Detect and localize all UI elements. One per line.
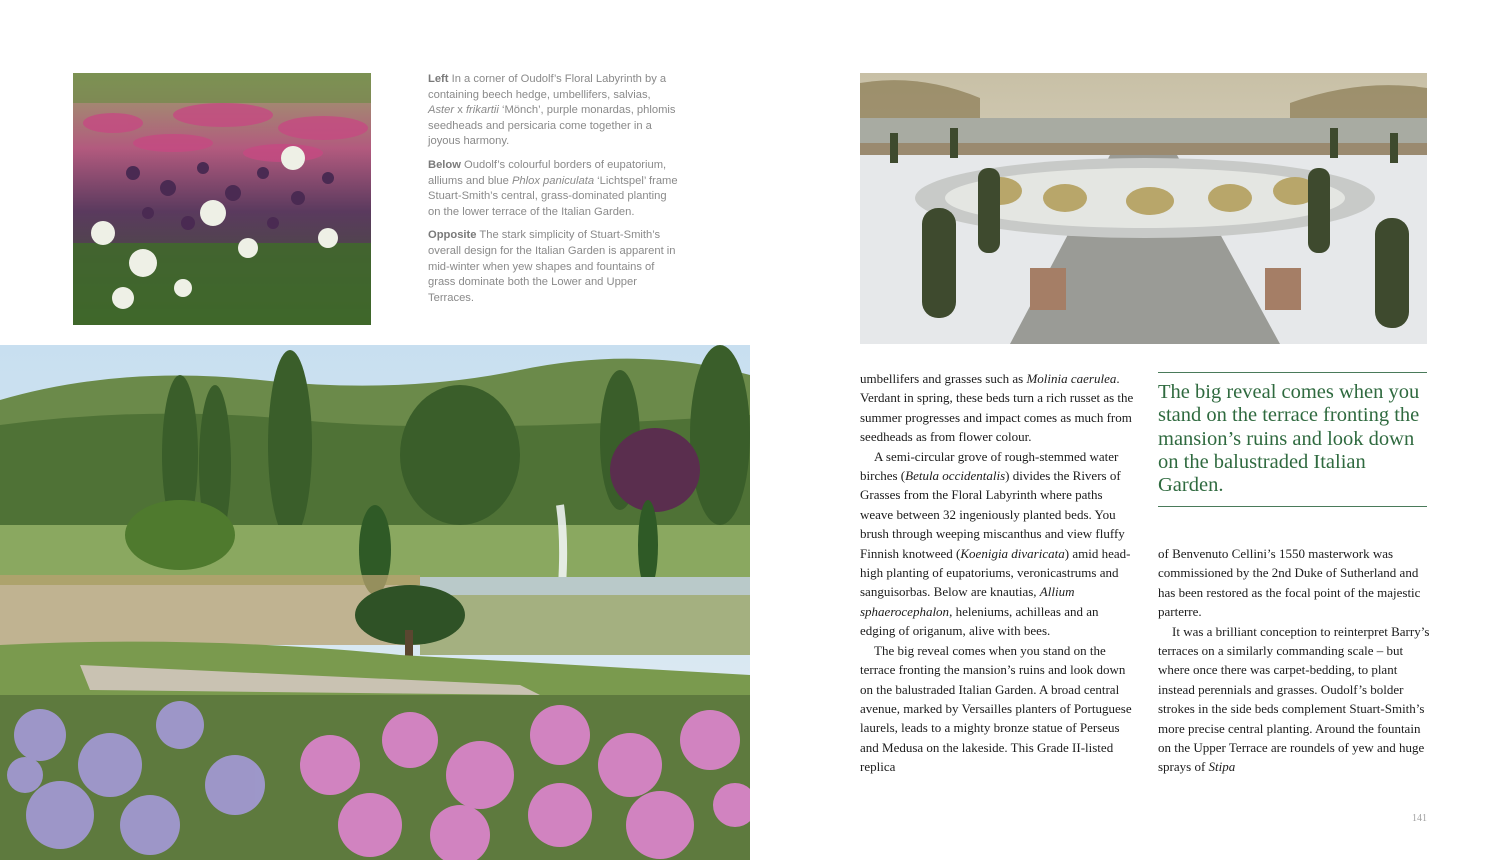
body-paragraph: It was a brilliant conception to reinterpret Barry’s terraces on a similarly commanding scale – but where once there was carpet-bedding, to plant instead perennials and grasses. Oudolf’s bolder strokes in the side beds complement Stuart-Smith’s more precise central planting. Around the fountain on the Upper Terrace are roundels of yew and huge sprays of Stipa: [1158, 623, 1430, 775]
page-number: 141: [1412, 813, 1427, 824]
italic-term: Aster: [428, 104, 455, 117]
body-paragraph: umbellifers and grasses such as Molinia caerulea. Verdant in spring, these beds turn a rich russet as the summer progresses and impact comes as much from seedheads as from flower colour.: [860, 371, 1134, 445]
caption-lead: Left: [428, 73, 449, 85]
italian-garden-winter-photo: [860, 73, 1427, 344]
pull-quote-text: The big reveal comes when you stand on the terrace fronting the mansion’s ruins and look down on the balustraded Italian Garden.: [1158, 381, 1420, 497]
floral-labyrinth-photo: [73, 73, 371, 325]
body-paragraph: A semi-circular grove of rough-stemmed water birches (Betula occidentalis) divides the Rivers of Grasses from the Floral Labyrinth where paths weave between 32 ingeniously planted beds. You brush through weeping miscanthus and view fluffy Finnish knotweed (Koenigia divaricata) amid head-high planting of eupatoriums, veronicastrums and sanguisorbas. Below are knautias, Allium sphaerocephalon, heleniums, achilleas and an edging of origanum, alive with bees.: [860, 448, 1131, 639]
italic-term: Betula occidentalis: [905, 468, 1006, 484]
italic-term: Stipa: [1208, 759, 1236, 775]
pull-quote: [1158, 372, 1427, 507]
photo-captions: [428, 72, 678, 314]
caption-lead: Below: [428, 158, 461, 171]
body-column-2: [1158, 544, 1430, 777]
caption-below: Below Oudolf’s colourful borders of eupatorium, alliums and blue Phlox paniculata ‘Lichtspel’ frame Stuart-Smith’s central, grass-dominated planting on the lower terrace of the Italian Garden.: [428, 158, 678, 218]
caption-lead: Opposite: [428, 229, 477, 242]
body-paragraph: The big reveal comes when you stand on the terrace fronting the mansion’s ruins and look down on the balustraded Italian Garden. A broad central avenue, marked by Versailles planters of Portuguese laurels, leads to a mighty bronze statue of Perseus and Medusa on the lakeside. This Grade II-listed replica: [860, 642, 1132, 775]
italic-term: Phlox paniculata: [511, 174, 595, 187]
italic-term: Allium sphaerocephalon: [860, 584, 1075, 619]
italic-term: Molinia caerulea: [1026, 371, 1117, 386]
caption-opposite: Opposite The stark simplicity of Stuart-Smith’s overall design for the Italian Garden is apparent in mid-winter when yew shapes and fountains of grass dominate both the Lower and Upper Terraces.: [428, 229, 676, 304]
body-column-1: [860, 369, 1135, 777]
caption-left: Left In a corner of Oudolf’s Floral Labyrinth by a containing beech hedge, umbellifers, salvias, Aster x frikartii ‘Mönch’, purple monardas, phlomis seedheads and persicaria come together in a joyous harmony.: [428, 73, 676, 148]
colourful-borders-photo: [0, 345, 750, 860]
italic-term: Koenigia divaricata: [960, 545, 1065, 561]
italic-term: frikartii: [465, 104, 499, 117]
body-paragraph: of Benvenuto Cellini’s 1550 masterwork was commissioned by the 2nd Duke of Sutherland and has been restored as the focal point of the majestic parterre.: [1158, 546, 1421, 620]
